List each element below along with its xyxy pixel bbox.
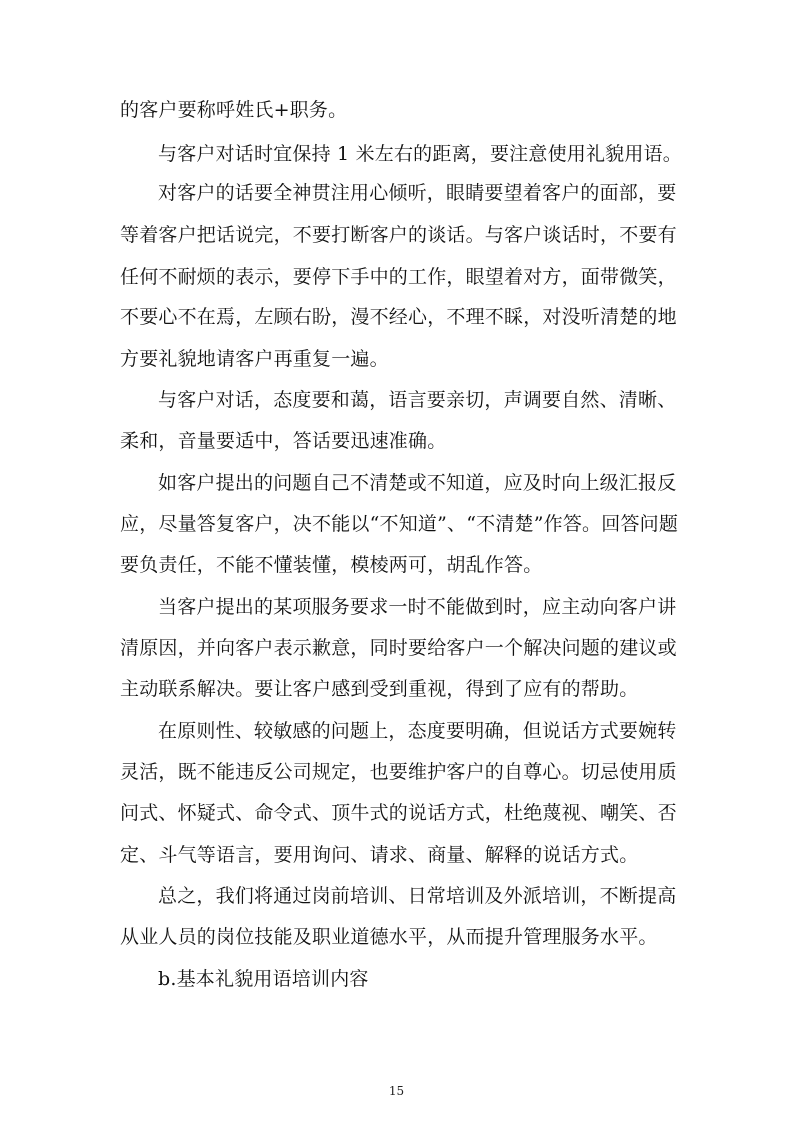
text-line: 方要礼貌地请客户再重复一遍。 xyxy=(120,348,389,370)
section-heading: b.基本礼貌用语培训内容 xyxy=(158,968,369,990)
text-line: 的客户要称呼姓氏+职务。 xyxy=(120,99,348,121)
text-line: 定、斗气等语言，要用询问、请求、商量、解释的说话方式。 xyxy=(120,844,639,866)
text-line: 等着客户把话说完，不要打断客户的谈话。与客户谈话时，不要有 xyxy=(120,224,677,246)
text-line: 清原因，并向客户表示歉意，同时要给客户一个解决问题的建议或 xyxy=(120,637,677,659)
text-line: 如客户提出的问题自己不清楚或不知道，应及时向上级汇报反 xyxy=(158,472,677,494)
text-line: 与客户对话时宜保持 1 米左右的距离，要注意使用礼貌用语。 xyxy=(158,143,682,165)
text-line: 总之，我们将通过岗前培训、日常培训及外派培训，不断提高 xyxy=(158,885,677,907)
text-line: 要负责任，不能不懂装懂，模棱两可，胡乱作答。 xyxy=(120,554,543,576)
text-line: 在原则性、较敏感的问题上，态度要明确，但说话方式要婉转 xyxy=(158,720,677,742)
text-line: 从业人员的岗位技能及职业道德水平，从而提升管理服务水平。 xyxy=(120,926,658,948)
page-number: 15 xyxy=(388,1084,405,1098)
text-line: 任何不耐烦的表示，要停下手中的工作，眼望着对方，面带微笑， xyxy=(120,266,677,288)
text-line: 对客户的话要全神贯注用心倾听，眼睛要望着客户的面部，要 xyxy=(158,182,677,204)
text-line: 主动联系解决。要让客户感到受到重视，得到了应有的帮助。 xyxy=(120,678,639,700)
text-line: 不要心不在焉，左顾右盼，漫不经心，不理不睬，对没听清楚的地 xyxy=(120,306,677,328)
text-line: 问式、怀疑式、命令式、顶牛式的说话方式，杜绝蔑视、嘲笑、否 xyxy=(120,802,677,824)
text-line: 灵活，既不能违反公司规定，也要维护客户的自尊心。切忌使用质 xyxy=(120,761,677,783)
text-line: 与客户对话，态度要和蔼，语言要亲切，声调要自然、清晰、 xyxy=(158,389,677,411)
text-line: 应，尽量答复客户，决不能以“不知道”、“不清楚”作答。回答问题 xyxy=(120,513,679,535)
text-line: 当客户提出的某项服务要求一时不能做到时，应主动向客户讲 xyxy=(158,596,677,618)
text-line: 柔和，音量要适中，答话要迅速准确。 xyxy=(120,430,447,452)
